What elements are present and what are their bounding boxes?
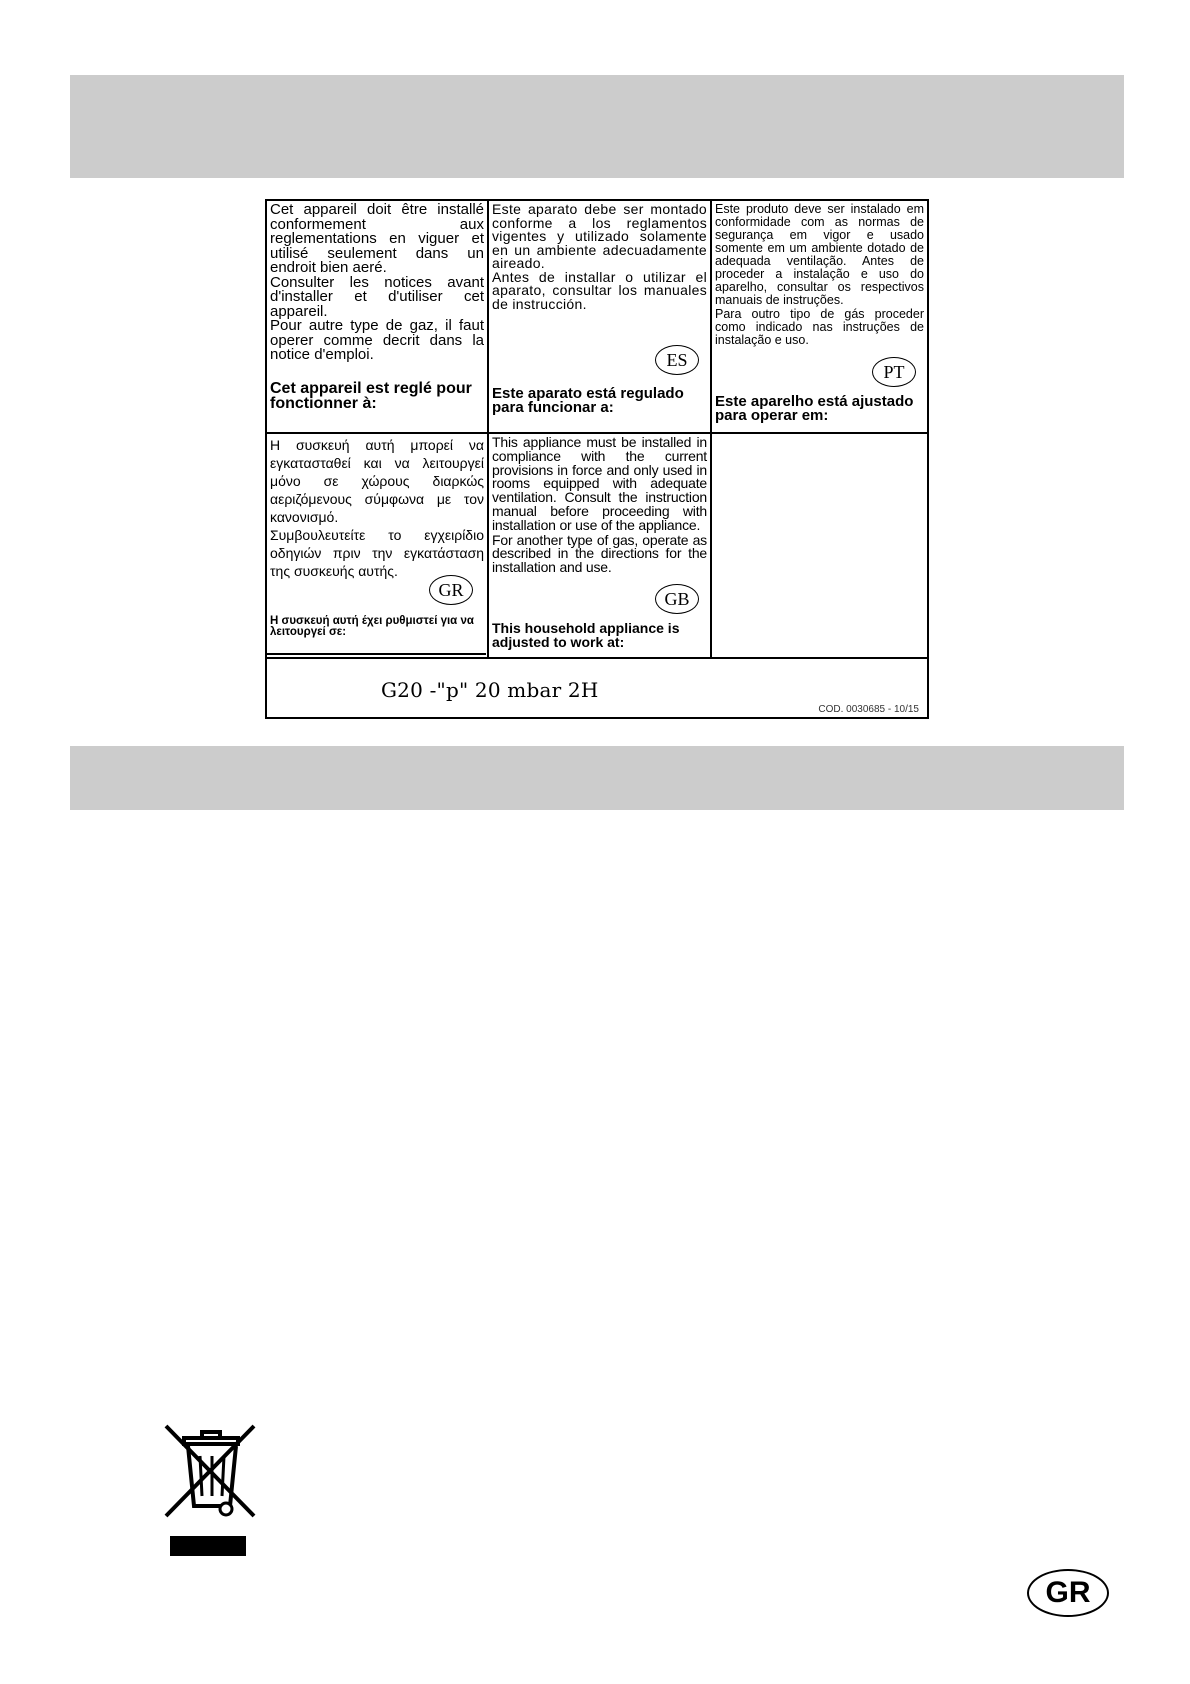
crossed-out-wheelie-bin-icon <box>160 1420 260 1560</box>
divider-h2 <box>267 657 927 659</box>
cell-empty <box>712 434 927 657</box>
es-paragraph-2: Antes de installar o utilizar el aparato, consultar los manuales de instrucción. <box>492 268 707 312</box>
fr-paragraph-1: Cet appareil doit être installé conformement aux reglementations en viguer et utilisé seulement dans un endroit bien aeré. <box>270 201 484 276</box>
es-country-code: ES <box>655 345 699 375</box>
header-band <box>70 75 1124 178</box>
cell-gr <box>267 434 487 653</box>
gb-paragraph-2: For another type of gas, operate as described in the directions for the installation and use. <box>492 531 707 576</box>
gb-paragraph-1: This appliance must be installed in compliance with the current provisions in force and only used in rooms equipped with adequate ventilation. Consult the instruction manual before proceeding with installation or use of the appliance. <box>492 434 707 533</box>
gr-paragraph-2: Συμβουλευτείτε το εγχειρίδιο οδηγιών πριν την εγκατάσταση της συσκευής αυτής. <box>270 527 484 579</box>
gas-rating-label <box>265 199 929 719</box>
gb-adjusted-text: This household appliance is adjusted to work at: <box>492 620 680 650</box>
cell-gb <box>489 434 710 657</box>
cell-fr <box>267 201 487 432</box>
gr-country-code: GR <box>429 575 473 605</box>
pt-paragraph-2: Para outro tipo de gás proceder como indicado nas instruções de instalação e uso. <box>715 307 924 347</box>
fr-adjusted-text: Cet appareil est reglé pour fonctionner à: <box>270 380 472 412</box>
cell-es <box>489 201 710 432</box>
gr-paragraph-1: Η συσκευή αυτή μπορεί να εγκατασταθεί και να λειτουργεί μόνο σε χώρους διαρκώς αεριζόμενους σύμφωνα με τον κανονισμό. <box>270 437 484 525</box>
es-adjusted-text: Este aparato está regulado para funcionar a: <box>492 385 684 416</box>
pt-adjusted-text: Este aparelho está ajustado para operar em: <box>715 393 914 424</box>
section-band <box>70 746 1124 810</box>
pt-country-code: PT <box>872 357 916 387</box>
pt-paragraph-1: Este produto deve ser instalado em conformidade com as normas de segurança em vigor e usado somente em um ambiente dotado de adequada ventilação. Antes de proceder a instalação e uso do aparelho, consultar os respectivos manuais de instruções. <box>715 202 924 307</box>
gb-country-code: GB <box>655 584 699 614</box>
label-code: COD. 0030685 - 10/15 <box>818 704 919 715</box>
fr-paragraph-3: Pour autre type de gaz, il faut operer comme decrit dans la notice d'emploi. <box>270 317 484 363</box>
language-badge: GR <box>1027 1569 1109 1617</box>
cell-pt <box>712 201 927 432</box>
gas-setting-text: G20 -"p" 20 mbar 2H <box>381 678 599 702</box>
fr-paragraph-2: Consulter les notices avant d'installer et d'utiliser cet appareil. <box>270 273 484 320</box>
divider-h2-gr <box>267 653 486 655</box>
es-paragraph-1: Este aparato debe ser montado conforme a los reglamentos vigentes y utilizado solamente en un ambiente adecuadamente aireado. <box>492 201 707 271</box>
gr-adjusted-text: Η συσκευή αυτή έχει ρυθμιστεί για να λειτουργεί σε: <box>270 615 474 638</box>
